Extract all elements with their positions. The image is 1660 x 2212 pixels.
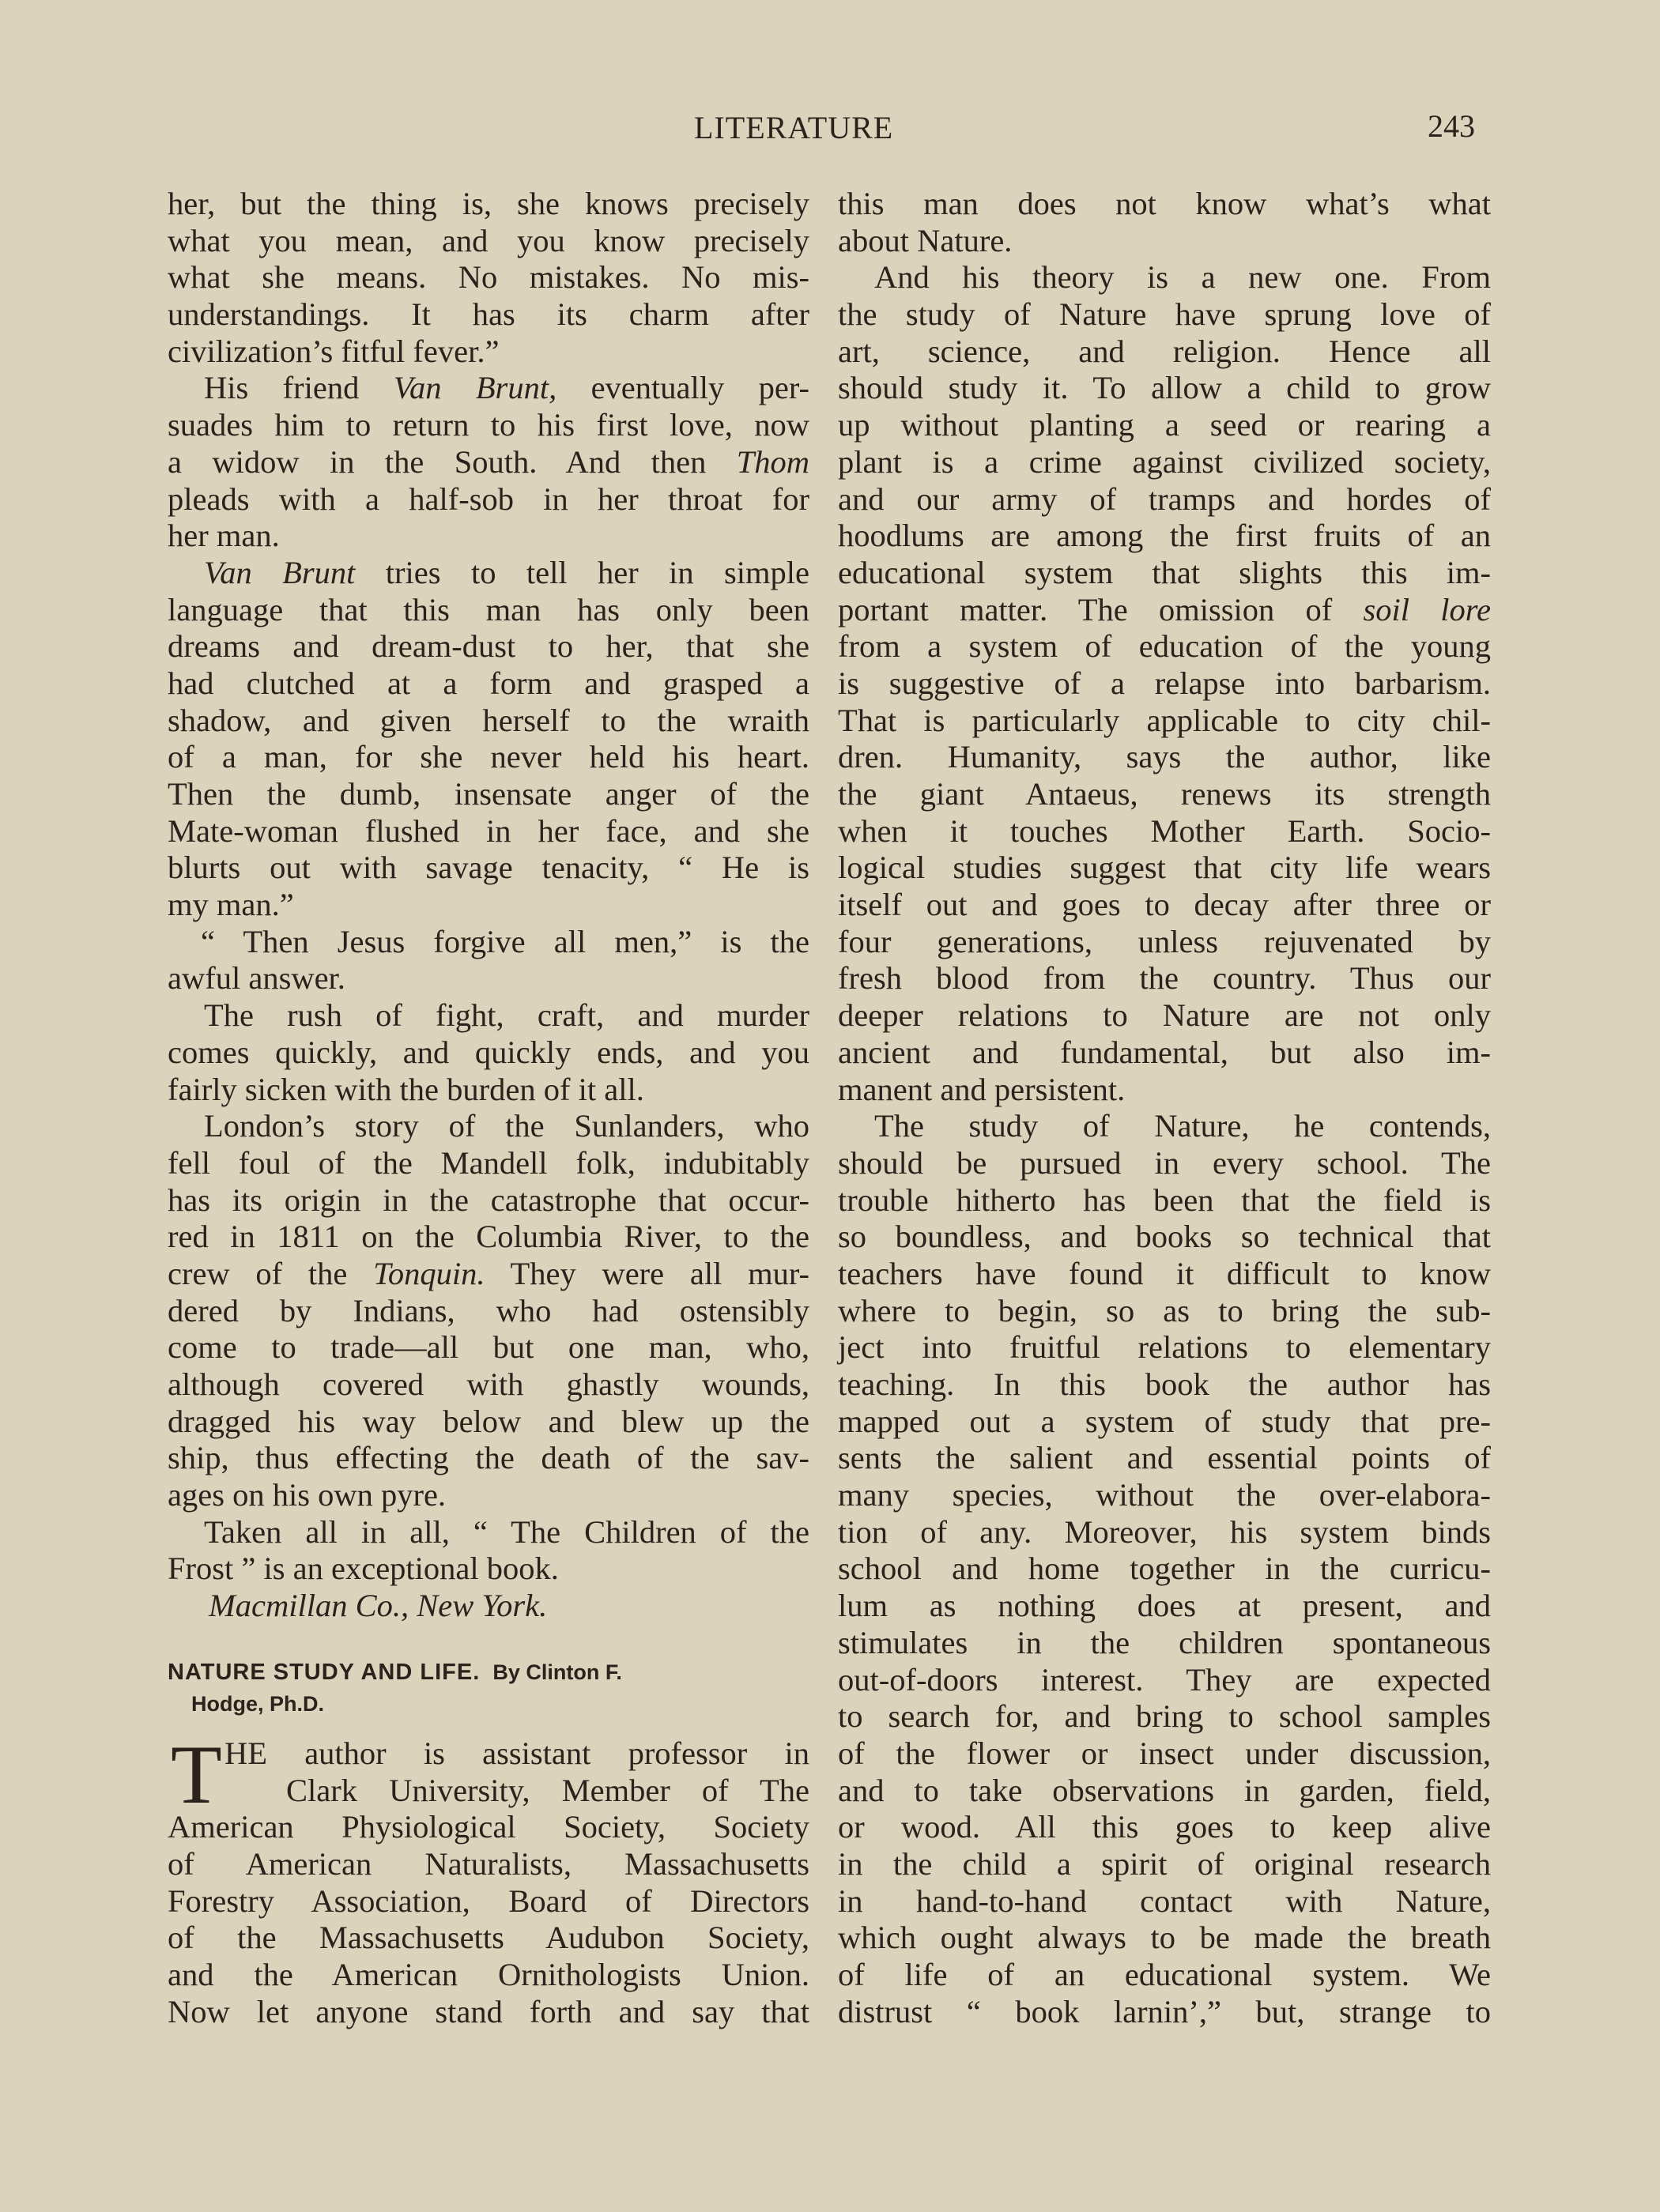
review-paragraph — [168, 1728, 809, 2031]
text-line: Then the dumb, insensate anger of the — [168, 776, 809, 812]
paragraph-van-brunt — [168, 370, 809, 554]
author-byline-cont: Hodge, Ph.D. — [191, 1691, 324, 1716]
text-line: “ Then Jesus forgive all men,” is the — [201, 923, 809, 959]
text-line: her, but the thing is, she knows precisely — [168, 186, 809, 221]
text-line: up without planting a seed or rearing a — [838, 407, 1491, 443]
text-line: shadow, and given herself to the wraith — [168, 702, 809, 738]
paragraph-answer — [168, 924, 809, 997]
text-line: lum as nothing does at present, and — [838, 1588, 1491, 1624]
text-line — [838, 592, 1491, 629]
running-head: LITERATURE — [694, 110, 894, 145]
text-run: portant matter. The omission of — [838, 591, 1364, 627]
text-line: The study of Nature, he contends, — [874, 1108, 1491, 1144]
text-line: sents the salient and essential points of — [838, 1440, 1491, 1476]
text-line: in hand-to-hand contact with Nature, — [838, 1882, 1491, 1919]
text-line: the study of Nature have sprung love of — [838, 296, 1491, 333]
text-line: should be pursued in every school. The — [838, 1144, 1491, 1181]
text-line: Frost ” is an exceptional book. — [168, 1551, 559, 1587]
text-line: to search for, and bring to school samples — [838, 1698, 1491, 1735]
text-line: which ought always to be made the breath — [838, 1920, 1491, 1956]
text-line: manent and persistent. — [838, 1071, 1126, 1107]
text-line: dragged his way below and blew up the — [168, 1403, 809, 1439]
paragraph-theory — [838, 259, 1491, 1108]
text-line: awful answer. — [168, 960, 345, 997]
text-line: Forestry Association, Board of Directors — [168, 1882, 809, 1919]
text-line: of the flower or insect under discussion, — [838, 1735, 1491, 1771]
publisher-credit: Macmillan Co., New York. — [209, 1588, 548, 1624]
text-line: dren. Humanity, says the author, like — [838, 739, 1491, 775]
text-line: what you mean, and you know precisely — [168, 222, 809, 258]
text-line: ages on his own pyre. — [168, 1477, 447, 1513]
page-number: 243 — [1428, 108, 1475, 144]
text-line: hoodlums are among the first fruits of an — [838, 518, 1491, 554]
paragraph-sunlanders — [168, 1108, 809, 1514]
text-line: dered by Indians, who had ostensibly — [168, 1292, 809, 1328]
text-line — [168, 444, 809, 481]
text-line: what she means. No mistakes. No mis- — [168, 259, 809, 296]
text-line: had clutched at a form and grasped a — [168, 665, 809, 701]
text-line: where to begin, so as to bring the sub- — [838, 1292, 1491, 1328]
text-line: many species, without the over-elabora- — [838, 1477, 1491, 1513]
text-line: logical studies suggest that city life wears — [838, 850, 1491, 886]
text-line: teachers have found it difficult to know — [838, 1255, 1491, 1291]
text-line: teaching. In this book the author has — [838, 1366, 1491, 1402]
text-line: red in 1811 on the Columbia River, to the — [168, 1219, 809, 1255]
drop-cap: T — [171, 1728, 222, 1821]
review-heading — [168, 1656, 809, 1720]
paragraph-study — [838, 1108, 1491, 2030]
text-run: eventually per- — [556, 370, 810, 406]
text-line: distrust “ book larnin’,” but, strange to — [838, 1993, 1491, 2029]
book-title: NATURE STUDY AND LIFE. — [168, 1659, 481, 1685]
ship-name: Tonquin. — [373, 1255, 485, 1291]
author-byline: By Clinton F. — [492, 1660, 622, 1684]
left-column — [168, 186, 809, 2030]
text-line: educational system that slights this im- — [838, 554, 1491, 590]
heading-line — [168, 1656, 809, 1688]
text-line: fairly sicken with the burden of it all. — [168, 1071, 644, 1107]
text-line: stimulates in the children spontaneous — [838, 1624, 1491, 1660]
text-line: four generations, unless rejuvenated by — [838, 923, 1491, 959]
text-line: trouble hitherto has been that the field is — [838, 1181, 1491, 1218]
text-line: and our army of tramps and hordes of — [838, 480, 1491, 517]
text-line: Mate-woman flushed in her face, and she — [168, 812, 809, 849]
text-line: deeper relations to Nature are not only — [838, 997, 1491, 1034]
text-line: art, science, and religion. Hence all — [838, 333, 1491, 369]
text-line: Now let anyone stand forth and say that — [168, 1993, 809, 2029]
text-line: understandings. It has its charm after — [168, 296, 809, 333]
text-line: out-of-doors interest. They are expected — [838, 1661, 1491, 1698]
text-line: this man does not know what’s what — [838, 186, 1491, 221]
text-line: about Nature. — [838, 222, 1013, 258]
text-line: London’s story of the Sunlanders, who — [204, 1108, 809, 1144]
text-line: dreams and dream-dust to her, that she — [168, 628, 809, 665]
text-line: blurts out with savage tenacity, “ He is — [168, 850, 809, 886]
text-line: tion of any. Moreover, his system binds — [838, 1513, 1491, 1550]
paragraph-van-brunt-tries — [168, 555, 809, 924]
paragraph-continuation — [838, 186, 1491, 259]
text-line: should study it. To allow a child to grow — [838, 370, 1491, 406]
text-line: her man. — [168, 518, 280, 554]
text-line: That is particularly applicable to city chil- — [838, 702, 1491, 738]
text-line: plant is a crime against civilized society, — [838, 443, 1491, 480]
text-line: and the American Ornithologists Union. — [168, 1956, 809, 1992]
text-line: has its origin in the catastrophe that occur- — [168, 1181, 809, 1218]
text-line — [168, 1256, 809, 1293]
text-line: comes quickly, and quickly ends, and you — [168, 1034, 809, 1070]
text-line: fresh blood from the country. Thus our — [838, 960, 1491, 997]
text-line: ship, thus effecting the death of the sav- — [168, 1440, 809, 1476]
character-name: Van Brunt, — [393, 370, 557, 406]
text-line: And his theory is a new one. From — [874, 259, 1491, 296]
text-line: The rush of fight, craft, and murder — [204, 997, 809, 1034]
paragraph-rush — [168, 997, 809, 1108]
text-line: American Physiological Society, Society — [168, 1809, 809, 1845]
text-line: although covered with ghastly wounds, — [168, 1366, 809, 1402]
right-column — [838, 186, 1491, 2030]
paragraph-verdict — [168, 1514, 809, 1588]
text-run: crew of the — [168, 1255, 374, 1291]
text-line: from a system of education of the young — [838, 628, 1491, 665]
text-line: language that this man has only been — [168, 591, 809, 627]
text-line: HE author is assistant professor in — [224, 1735, 809, 1771]
emphasis: soil lore — [1363, 591, 1491, 627]
text-line: of life of an educational system. We — [838, 1957, 1491, 1992]
text-line: of a man, for she never held his heart. — [168, 739, 809, 775]
text-line: and to take observations in garden, field, — [838, 1772, 1491, 1808]
text-line: pleads with a half-sob in her throat for — [168, 480, 809, 517]
text-line: come to trade—all but one man, who, — [168, 1329, 809, 1366]
text-line: my man.” — [168, 887, 294, 923]
text-line: mapped out a system of study that pre- — [838, 1403, 1491, 1439]
text-line — [168, 370, 809, 407]
text-line: itself out and goes to decay after three or — [838, 887, 1491, 923]
text-line: of American Naturalists, Massachusetts — [168, 1845, 809, 1882]
text-run: His friend — [204, 370, 394, 406]
text-line: in the child a spirit of original research — [838, 1845, 1491, 1882]
text-line: is suggestive of a relapse into barbarism. — [838, 665, 1491, 701]
text-line: Clark University, Member of The — [286, 1772, 809, 1808]
text-line: ject into fruitful relations to elementary — [838, 1329, 1491, 1366]
text-line: of the Massachusetts Audubon Society, — [168, 1920, 809, 1956]
text-line: so boundless, and books so technical that — [838, 1219, 1491, 1255]
text-line: ancient and fundamental, but also im- — [838, 1034, 1491, 1070]
text-line: civilization’s fitful fever.” — [168, 333, 500, 369]
text-line: the giant Antaeus, renews its strength — [838, 776, 1491, 812]
text-line: fell foul of the Mandell folk, indubitably — [168, 1144, 809, 1181]
text-line: school and home together in the curricu- — [838, 1551, 1491, 1587]
text-line: Taken all in all, “ The Children of the — [204, 1513, 809, 1550]
text-run: They were all mur- — [485, 1255, 809, 1291]
text-run: a widow in the South. And then — [168, 443, 737, 480]
text-line — [168, 555, 809, 592]
text-line: suades him to return to his first love, now — [168, 407, 809, 443]
text-line: or wood. All this goes to keep alive — [838, 1809, 1491, 1845]
paragraph-continuation — [168, 186, 809, 370]
character-name: Van Brunt — [204, 554, 356, 590]
character-name: Thom — [736, 443, 809, 480]
text-run: tries to tell her in simple — [355, 554, 809, 590]
text-line: when it touches Mother Earth. Socio- — [838, 812, 1491, 849]
